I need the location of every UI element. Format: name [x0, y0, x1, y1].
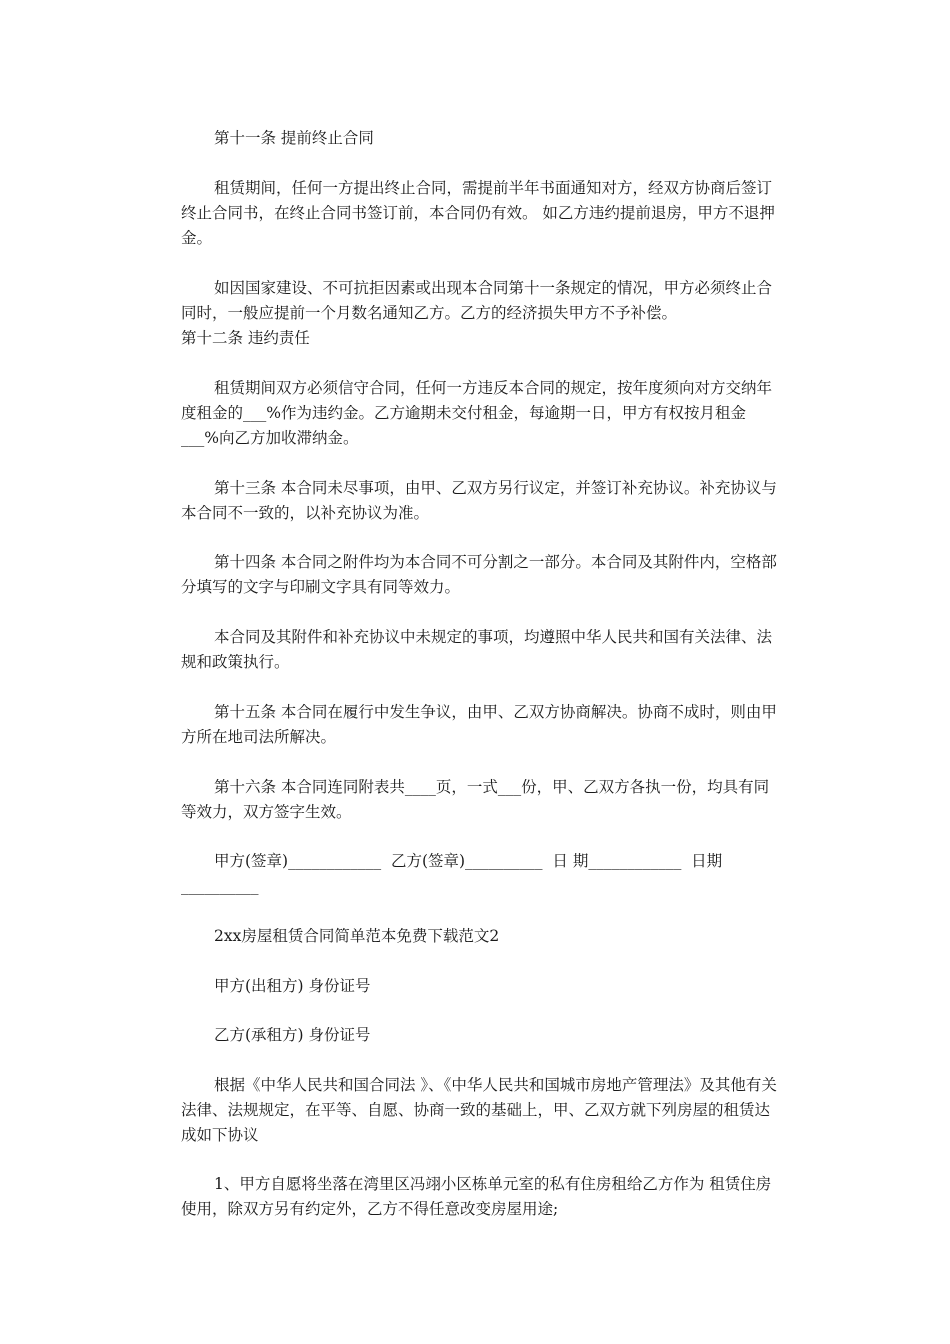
article-14-paragraph: 第十四条 本合同之附件均为本合同不可分割之一部分。本合同及其附件内，空格部分填写的文字与印刷文字具有同等效力。 — [181, 553, 777, 596]
paragraph-early-termination: 租赁期间，任何一方提出终止合同，需提前半年书面通知对方，经双方协商后签订终止合同书，在终止合同书签订前，本合同仍有效。 如乙方违约提前退房，甲方不退押金。 — [181, 179, 775, 247]
article-11-heading: 第十一条 提前终止合同 — [214, 129, 374, 147]
paragraph-legal-basis: 根据《中华人民共和国合同法 》、《中华人民共和国城市房地产管理法》及其他有关法律、法规规定，在平等、自愿、协商一致的基础上，甲、乙双方就下列房屋的租赁达成如下协议 — [181, 1076, 777, 1144]
article-12-heading: 第十二条 违约责任 — [181, 329, 310, 347]
clause-1-paragraph: 1、甲方自愿将坐落在湾里区冯翊小区栋单元室的私有住房租给乙方作为 租赁住房使用，除双方另有约定外，乙方不得任意改变房屋用途; — [181, 1175, 772, 1218]
paragraph-breach-liability: 租赁期间双方必须信守合同，任何一方违反本合同的规定，按年度须向对方交纳年度租金的___%作为违约金。乙方逾期未交付租金，每逾期一日，甲方有权按月租金___%向乙方加收滞纳金。 — [181, 379, 773, 447]
signature-line: 甲方(签章)____________ 乙方(签章)__________ 日 期____________ 日期__________ — [181, 852, 723, 895]
paragraph-applicable-law: 本合同及其附件和补充协议中未规定的事项，均遵照中华人民共和国有关法律、法规和政策执行。 — [181, 628, 773, 671]
party-b-line: 乙方(承租方) 身份证号 — [214, 1026, 371, 1044]
party-a-line: 甲方(出租方) 身份证号 — [214, 977, 371, 995]
paragraph-state-construction: 如因国家建设、不可抗拒因素或出现本合同第十一条规定的情况，甲方必须终止合同时，一般应提前一个月数名通知乙方。乙方的经济损失甲方不予补偿。 — [181, 279, 773, 322]
article-15-paragraph: 第十五条 本合同在履行中发生争议，由甲、乙双方协商解决。协商不成时，则由甲方所在地司法所解决。 — [181, 703, 777, 746]
section-title-sample-2: 2xx房屋租赁合同简单范本免费下载范文2 — [214, 927, 500, 945]
article-16-paragraph: 第十六条 本合同连同附表共____页，一式___份，甲、乙双方各执一份，均具有同等效力，双方签字生效。 — [181, 778, 770, 821]
article-13-paragraph: 第十三条 本合同未尽事项，由甲、乙双方另行议定，并签订补充协议。补充协议与本合同不一致的，以补充协议为准。 — [181, 479, 777, 522]
